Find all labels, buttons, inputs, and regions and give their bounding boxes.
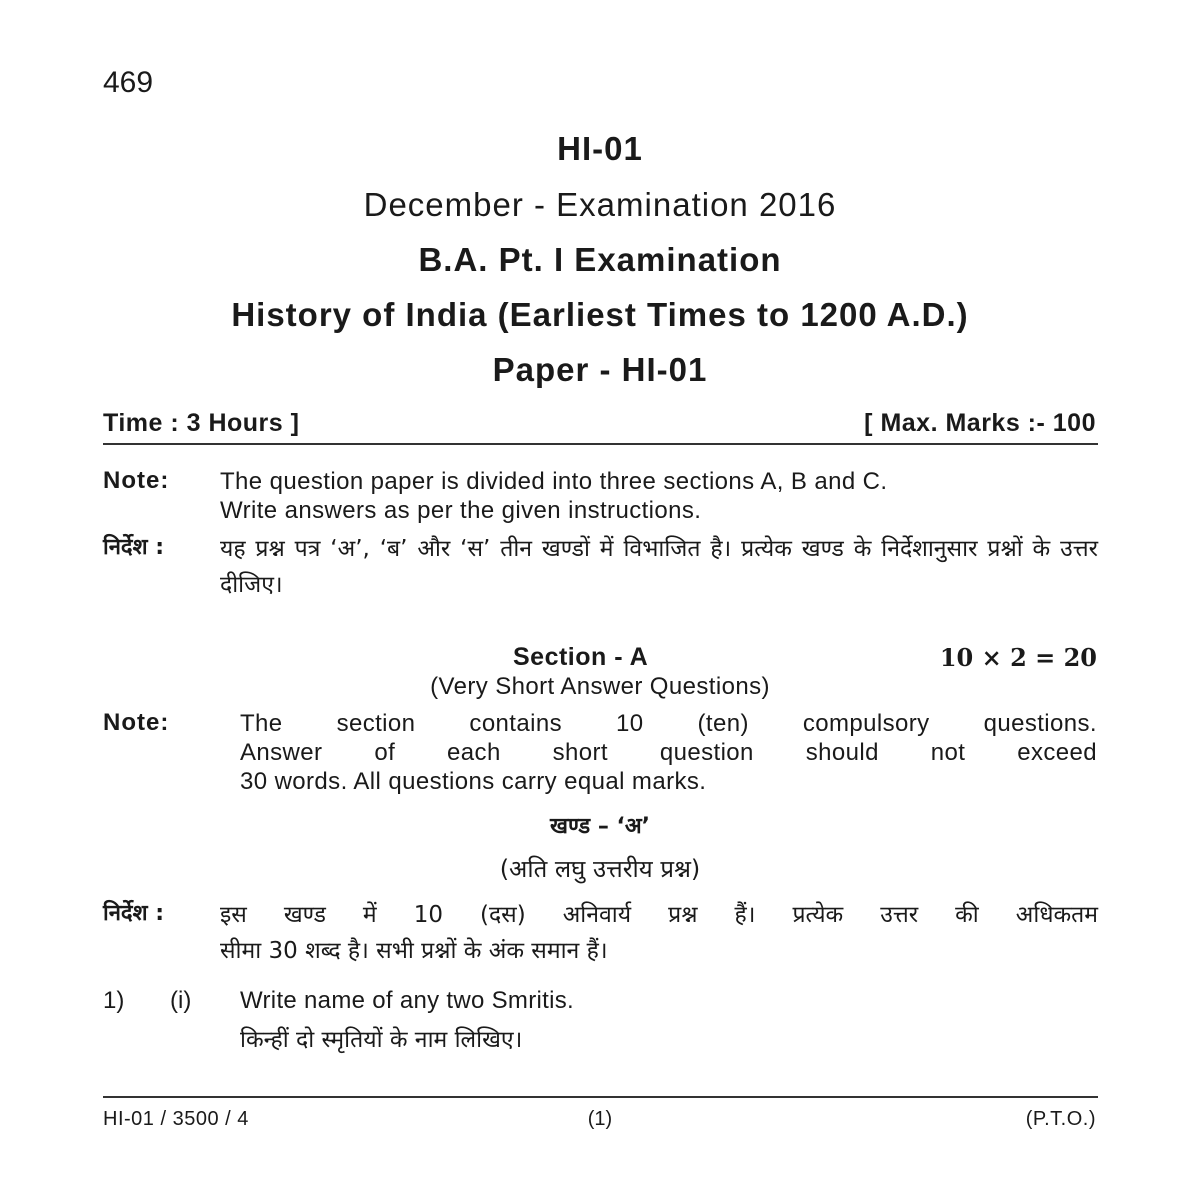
- hindi-section-subtitle: (अति लघु उत्तरीय प्रश्न): [499, 855, 701, 883]
- hindi-section-title: खण्ड – ‘अ’: [549, 814, 651, 839]
- section-a-title: Section - A: [513, 643, 649, 671]
- hindi-section-note-label: निर्देश :: [103, 901, 165, 926]
- hindi-section-note-line: इस खण्ड में 10 (दस) अनिवार्य प्रश्न हैं। प्रत्येक उत्तर की अधिकतम: [220, 902, 1098, 928]
- hindi-section-note-line: सीमा 30 शब्द है। सभी प्रश्नों के अंक समान हैं।: [220, 938, 608, 964]
- note-line: Write answers as per the given instructions.: [220, 497, 702, 524]
- section-note-label: Note:: [103, 709, 170, 736]
- max-marks: [ Max. Marks :- 100: [864, 409, 1096, 437]
- section-a-subtitle: (Very Short Answer Questions): [430, 673, 770, 700]
- question-hindi-text: किन्हीं दो स्मृतियों के नाम लिखिए।: [240, 1027, 523, 1053]
- subject-heading: History of India (Earliest Times to 1200 A.D.): [231, 296, 969, 333]
- footer-pto: (P.T.O.): [1025, 1108, 1096, 1130]
- page-number: 469: [103, 66, 154, 99]
- exam-session-heading: December - Examination 2016: [363, 186, 837, 223]
- footer-page-number: (1): [587, 1108, 613, 1130]
- section-a-marks: 10 × 2 = 20: [939, 643, 1097, 672]
- footer-divider: [103, 1096, 1098, 1098]
- section-note-text: [240, 709, 1097, 796]
- section-note-line: 30 words. All questions carry equal marks.: [240, 768, 707, 795]
- paper-heading: Paper - HI-01: [492, 351, 708, 388]
- section-note-line: Answer of each short question should not exceed: [240, 739, 1097, 766]
- footer-code: HI-01 / 3500 / 4: [103, 1108, 249, 1130]
- hindi-section-note-text: [220, 897, 1098, 969]
- question-number: 1): [103, 987, 125, 1014]
- hindi-note-text: यह प्रश्न पत्र ‘अ’, ‘ब’ और ‘स’ तीन खण्डों में विभाजित है। प्रत्येक खण्ड के निर्देशानुसार प्रश्नों के उत्तर दीजिए।: [220, 536, 1098, 598]
- paper-code-heading: HI-01: [557, 130, 643, 167]
- hindi-note-label: निर्देश :: [103, 535, 165, 560]
- note-text: [220, 467, 1100, 525]
- note-line: The question paper is divided into three sections A, B and C.: [220, 468, 888, 495]
- question-subpart: (i): [170, 987, 192, 1014]
- time-limit: Time : 3 Hours ]: [103, 409, 300, 437]
- header-divider: [103, 443, 1098, 445]
- question-text: Write name of any two Smritis.: [240, 987, 574, 1014]
- note-label: Note:: [103, 467, 170, 494]
- course-heading: B.A. Pt. I Examination: [418, 241, 782, 278]
- section-note-line: The section contains 10 (ten) compulsory questions.: [240, 710, 1097, 737]
